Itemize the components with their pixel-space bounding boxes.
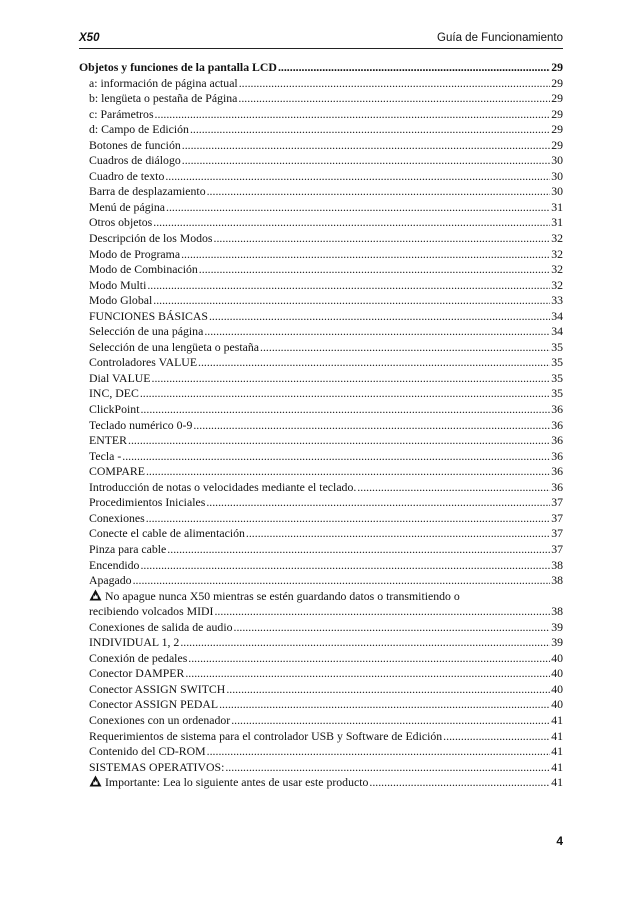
dot-leader — [182, 138, 550, 154]
toc-page-number: 41 — [551, 712, 563, 727]
warning-hand-icon — [89, 589, 102, 601]
toc-entry-text: FUNCIONES BÁSICAS — [89, 308, 208, 323]
toc-entry-text: c: Parámetros — [89, 106, 154, 121]
toc-entry-text: Conector DAMPER — [89, 666, 185, 681]
toc-entry[interactable] — [79, 682, 563, 698]
toc-entry-text: Encendido — [89, 557, 140, 572]
toc-page-number: 31 — [551, 215, 563, 230]
header-product-name: X50 — [79, 32, 100, 44]
toc-entry[interactable] — [79, 666, 563, 682]
header-document-title: Guía de Funcionamiento — [437, 32, 563, 44]
toc-entry[interactable] — [79, 573, 563, 589]
toc-page-number: 39 — [551, 635, 563, 650]
toc-entry[interactable] — [79, 262, 563, 278]
toc-entry-text: Apagado — [89, 573, 132, 588]
toc-page-number: 29 — [551, 60, 563, 74]
toc-entry[interactable] — [79, 744, 563, 760]
toc-page-number: 32 — [551, 277, 563, 292]
toc-entry[interactable] — [79, 418, 563, 434]
dot-leader — [166, 200, 550, 216]
toc-page-number: 35 — [551, 355, 563, 370]
toc-entry[interactable] — [79, 713, 563, 729]
toc-entry-text: Modo Global — [89, 293, 153, 308]
dot-leader — [155, 107, 551, 123]
toc-entry[interactable] — [79, 386, 563, 402]
toc-entry-continuation[interactable] — [79, 604, 563, 620]
toc-page-number: 38 — [551, 573, 563, 588]
toc-page-number: 32 — [551, 246, 563, 261]
toc-entry-text: Pinza para cable — [89, 541, 167, 556]
dot-leader — [204, 324, 550, 340]
dot-leader — [140, 402, 550, 418]
dot-leader — [214, 604, 550, 620]
toc-entry-text: No apague nunca X50 mientras se estén guardando datos o transmitiendo o — [105, 588, 460, 603]
toc-page-number: 29 — [551, 106, 563, 121]
toc-entry-text: Dial VALUE — [89, 370, 151, 385]
toc-entry-text: a: información de página actual — [89, 75, 238, 90]
dot-leader — [167, 542, 550, 558]
dot-leader — [357, 480, 550, 496]
toc-page-number: 40 — [551, 666, 563, 681]
dot-leader — [146, 511, 551, 527]
dot-leader — [206, 495, 550, 511]
toc-page-number: 36 — [551, 433, 563, 448]
toc-page-number: 35 — [551, 386, 563, 401]
dot-leader — [207, 744, 551, 760]
dot-leader — [225, 760, 550, 776]
toc-entry-text: Importante: Lea lo siguiente antes de usar este producto — [105, 775, 369, 790]
toc-entry[interactable] — [79, 371, 563, 387]
toc-entry[interactable] — [79, 433, 563, 449]
warning-hand-icon — [89, 775, 102, 787]
toc-entry-text: Descripción de los Modos — [89, 231, 213, 246]
toc-page-number: 37 — [551, 495, 563, 510]
toc-page-number: 36 — [551, 479, 563, 494]
toc-page-number: 34 — [551, 308, 563, 323]
toc-entry-text: Conexiones — [89, 510, 145, 525]
page-header — [79, 30, 563, 49]
toc-page-number: 37 — [551, 541, 563, 556]
toc-entry-text: Cuadro de texto — [89, 168, 165, 183]
toc-page-number: 40 — [551, 681, 563, 696]
toc-page-number: 40 — [551, 697, 563, 712]
toc-entry-text: Conexión de pedales — [89, 650, 188, 665]
dot-leader — [278, 60, 550, 76]
toc-page-number: 29 — [551, 137, 563, 152]
toc-page-number: 32 — [551, 231, 563, 246]
toc-entry[interactable] — [79, 324, 563, 340]
dot-leader — [239, 76, 550, 92]
toc-entry[interactable] — [79, 526, 563, 542]
dot-leader — [182, 153, 550, 169]
toc-page-number: 30 — [551, 153, 563, 168]
toc-entry-text: COMPARE — [89, 464, 145, 479]
toc-page-number: 29 — [551, 122, 563, 137]
toc-entry-text: INC, DEC — [89, 386, 139, 401]
dot-leader — [146, 464, 550, 480]
toc-entry-text: ClickPoint — [89, 402, 140, 417]
toc-entry-text: Teclado numérico 0-9 — [89, 417, 193, 432]
dot-leader — [234, 620, 551, 636]
toc-entry[interactable] — [79, 278, 563, 294]
toc-page-number: 41 — [551, 775, 563, 790]
dot-leader — [209, 309, 550, 325]
toc-page-number: 38 — [551, 557, 563, 572]
toc-page-number: 29 — [551, 75, 563, 90]
toc-entry[interactable] — [79, 729, 563, 745]
toc-page-number: 30 — [551, 184, 563, 199]
toc-entry-text: Menú de página — [89, 199, 166, 214]
toc-entry[interactable] — [79, 760, 563, 776]
toc-page-number: 34 — [551, 324, 563, 339]
toc-entry-text: Conexiones de salida de audio — [89, 619, 233, 634]
toc-page-number: 36 — [551, 464, 563, 479]
dot-leader — [214, 231, 551, 247]
dot-leader — [153, 215, 550, 231]
toc-entry-text: Conecte el cable de alimentación — [89, 526, 245, 541]
toc-entry[interactable] — [79, 91, 563, 107]
dot-leader — [185, 666, 550, 682]
dot-leader — [443, 729, 550, 745]
toc-page-number: 41 — [551, 728, 563, 743]
toc-page-number: 33 — [551, 293, 563, 308]
dot-leader — [199, 262, 550, 278]
toc-page-number: 36 — [551, 417, 563, 432]
dot-leader — [152, 371, 551, 387]
toc-entry-text: Requerimientos de sistema para el controlador USB y Software de Edición — [89, 728, 443, 743]
toc-entry-text: Botones de función — [89, 137, 181, 152]
toc-entry[interactable] — [79, 635, 563, 651]
toc-page-number: 29 — [551, 91, 563, 106]
toc-entry[interactable] — [79, 231, 563, 247]
toc-entry-text: Conector ASSIGN SWITCH — [89, 681, 226, 696]
toc-entry[interactable] — [79, 511, 563, 527]
toc-entry[interactable] — [79, 169, 563, 185]
toc-entry[interactable] — [79, 355, 563, 371]
table-of-contents — [79, 60, 563, 791]
dot-leader — [190, 122, 550, 138]
toc-page-number: 36 — [551, 448, 563, 463]
toc-entry-text: Procedimientos Iniciales — [89, 495, 206, 510]
toc-entry-text: Selección de una lengüeta o pestaña — [89, 339, 260, 354]
toc-entry-text: Cuadros de diálogo — [89, 153, 181, 168]
toc-entry-text: Otros objetos — [89, 215, 153, 230]
toc-page-number: 37 — [551, 510, 563, 525]
toc-entry-text: Conexiones con un ordenador — [89, 712, 231, 727]
toc-page-number: 36 — [551, 402, 563, 417]
toc-page-number: 41 — [551, 744, 563, 759]
toc-page-number: 38 — [551, 604, 563, 619]
toc-entry[interactable] — [79, 480, 563, 496]
toc-entry[interactable] — [79, 775, 563, 791]
toc-entry[interactable] — [79, 107, 563, 123]
toc-entry-text: INDIVIDUAL 1, 2 — [89, 635, 180, 650]
dot-leader — [246, 526, 550, 542]
toc-page-number: 35 — [551, 370, 563, 385]
dot-leader — [226, 682, 550, 698]
dot-leader — [165, 169, 550, 185]
toc-entry-text: Modo de Programa — [89, 246, 181, 261]
toc-entry-text: Objetos y funciones de la pantalla LCD — [79, 60, 277, 74]
toc-entry[interactable] — [79, 340, 563, 356]
toc-entry-text: Controladores VALUE — [89, 355, 198, 370]
dot-leader — [147, 278, 550, 294]
toc-entry-text: Selección de una página — [89, 324, 204, 339]
dot-leader — [260, 340, 550, 356]
toc-page-number: 39 — [551, 619, 563, 634]
toc-entry-text: Contenido del CD-ROM — [89, 744, 206, 759]
toc-entry[interactable] — [79, 138, 563, 154]
toc-entry-text: Tecla - — [89, 448, 122, 463]
toc-entry[interactable] — [79, 215, 563, 231]
toc-page-number: 40 — [551, 650, 563, 665]
dot-leader — [238, 91, 550, 107]
toc-entry-text: recibiendo volcados MIDI — [89, 604, 214, 619]
toc-entry-text: SISTEMAS OPERATIVOS: — [89, 759, 225, 774]
toc-entry[interactable] — [79, 542, 563, 558]
toc-page-number: 37 — [551, 526, 563, 541]
dot-leader — [219, 697, 550, 713]
toc-entry-text: d: Campo de Edición — [89, 122, 189, 137]
toc-entry-text: Barra de desplazamiento — [89, 184, 206, 199]
toc-page-number: 31 — [551, 199, 563, 214]
toc-entry[interactable] — [79, 697, 563, 713]
toc-entry[interactable] — [79, 309, 563, 325]
toc-entry-text: ENTER — [89, 433, 128, 448]
dot-leader — [231, 713, 550, 729]
dot-leader — [193, 418, 550, 434]
dot-leader — [140, 386, 550, 402]
dot-leader — [140, 558, 550, 574]
dot-leader — [198, 355, 550, 371]
toc-entry-text: Modo de Combinación — [89, 262, 198, 277]
toc-entry-text: Conector ASSIGN PEDAL — [89, 697, 219, 712]
toc-entry[interactable] — [79, 449, 563, 465]
toc-entry[interactable] — [79, 558, 563, 574]
dot-leader — [369, 775, 550, 791]
dot-leader — [122, 449, 550, 465]
dot-leader — [188, 651, 550, 667]
dot-leader — [153, 293, 550, 309]
toc-entry-text: Modo Multi — [89, 277, 147, 292]
dot-leader — [181, 247, 550, 263]
dot-leader — [207, 184, 551, 200]
toc-entry[interactable] — [79, 620, 563, 636]
toc-page-number: 30 — [551, 168, 563, 183]
toc-entry[interactable] — [79, 495, 563, 511]
toc-entry[interactable] — [79, 402, 563, 418]
toc-entry[interactable] — [79, 464, 563, 480]
toc-entry[interactable] — [79, 589, 563, 605]
toc-entry[interactable] — [79, 184, 563, 200]
toc-entry-text: b: lengüeta o pestaña de Página — [89, 91, 238, 106]
toc-entry-text: Introducción de notas o velocidades mediante el teclado. — [89, 479, 357, 494]
toc-page-number: 41 — [551, 759, 563, 774]
dot-leader — [128, 433, 550, 449]
toc-entry[interactable] — [79, 76, 563, 92]
toc-page-number: 35 — [551, 339, 563, 354]
toc-entry[interactable] — [79, 200, 563, 216]
page-number: 4 — [556, 834, 563, 848]
toc-entry[interactable] — [79, 247, 563, 263]
toc-entry[interactable] — [79, 651, 563, 667]
toc-entry[interactable] — [79, 60, 563, 76]
dot-leader — [133, 573, 551, 589]
toc-entry[interactable] — [79, 122, 563, 138]
toc-entry[interactable] — [79, 153, 563, 169]
dot-leader — [180, 635, 550, 651]
toc-entry[interactable] — [79, 293, 563, 309]
toc-page-number: 32 — [551, 262, 563, 277]
